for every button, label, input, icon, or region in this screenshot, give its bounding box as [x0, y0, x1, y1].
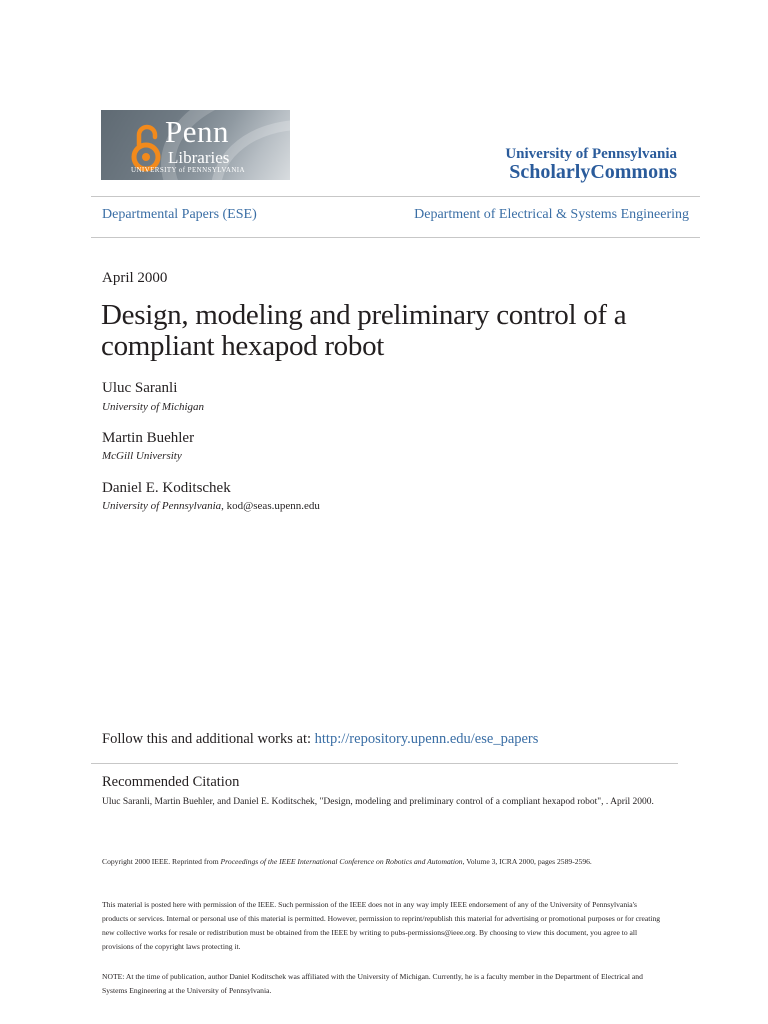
author-email: kod@seas.upenn.edu	[226, 500, 320, 512]
follow-text: Follow this and additional works at:	[102, 731, 315, 747]
affiliation-text: University of Pennsylvania	[102, 500, 222, 512]
university-name-link[interactable]: University of Pennsylvania	[505, 146, 677, 162]
author-affiliation	[102, 401, 204, 413]
author-name: Uluc Saranli	[102, 380, 178, 396]
author-name: Martin Buehler	[102, 430, 195, 446]
copyright-prefix: Copyright 2000 IEEE. Reprinted from	[102, 857, 221, 866]
scholarlycommons-link[interactable]: ScholarlyCommons	[509, 161, 677, 183]
penn-libraries-logo[interactable]	[101, 110, 290, 180]
logo-university-text: UNIVERSITY of PENNSYLVANIA	[131, 166, 245, 174]
department-link[interactable]: Department of Electrical & Systems Engineering	[414, 207, 689, 222]
recommended-citation-heading: Recommended Citation	[102, 774, 240, 790]
copyright-suffix: , Volume 3, ICRA 2000, pages 2589-2596.	[462, 857, 592, 866]
affiliation-text: University of Michigan	[102, 401, 205, 413]
logo-penn-text: Penn	[165, 114, 229, 149]
divider	[91, 763, 678, 764]
departmental-papers-link[interactable]: Departmental Papers (ESE)	[102, 207, 257, 222]
copyright-notice	[102, 855, 662, 869]
author-name: Daniel E. Koditschek	[102, 480, 231, 496]
affiliation-text: McGill University	[102, 450, 182, 462]
logo-libraries-text: Libraries	[168, 148, 230, 167]
author-affiliation	[102, 500, 320, 512]
citation-text: Uluc Saranli, Martin Buehler, and Daniel E. Koditschek, "Design, modeling and preliminary control of a compliant hexapod robot", . April 2000.	[102, 797, 654, 807]
affiliation-separator: ,	[221, 500, 227, 512]
follow-line	[102, 731, 538, 748]
affiliation-note: NOTE: At the time of publication, author Daniel Koditschek was affiliated with the University of Michigan. Currently, he is a faculty member in the Department of Electrical and Systems Engineering at the University of Pennsylvania.	[102, 972, 643, 995]
repository-url-link[interactable]: http://repository.upenn.edu/ese_papers	[314, 731, 539, 747]
divider	[91, 237, 700, 238]
divider	[91, 196, 700, 197]
paper-title: Design, modeling and preliminary control of a compliant hexapod robot	[101, 299, 627, 362]
permission-note: This material is posted here with permission of the IEEE. Such permission of the IEEE does not in any way imply IEEE endorsement of any of the University of Pennsylvania's products or services. Internal or personal use of this material is permitted. However, permission to reprint/republish this material for advertising or promotional purposes or for creating new collective works for resale or redistribution must be obtained from the IEEE by writing to pubs-permissions@ieee.org. By choosing to view this document, you agree to all provisions of the copyright laws protecting it.	[102, 900, 661, 951]
author-affiliation	[102, 450, 182, 462]
publication-date: April 2000	[102, 270, 168, 286]
proceedings-title: Proceedings of the IEEE International Conference on Robotics and Automation	[220, 857, 463, 866]
